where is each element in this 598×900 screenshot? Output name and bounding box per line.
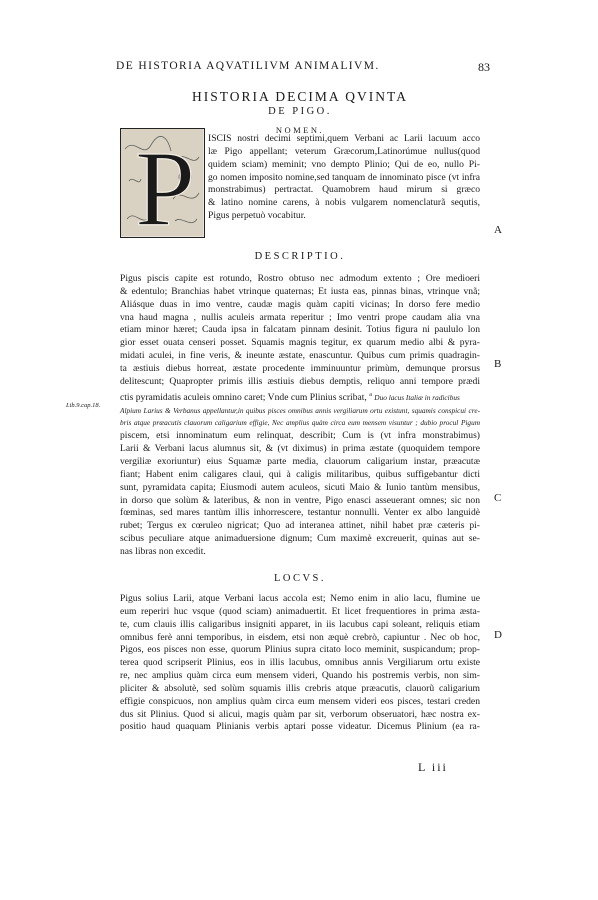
drop-cap-illustration	[121, 129, 203, 236]
nomen-line: & latino nomine carens, à nobis vulgarem nomenclaturã sequtis,	[208, 197, 480, 209]
descriptio-quote-line: bris atque præacutis clauorum caligarium effigie, Nec amplius quàm circa eum mensem visuntur ; dubio procul Pigum	[120, 418, 480, 428]
descriptio-paragraph	[120, 273, 480, 559]
descriptio-line: Larii & Verbani lacus alumnus sit, & (vt diximus) in prima æstate (quoquidem tempore	[120, 443, 480, 455]
section-heading-descriptio: DESCRIPTIO.	[254, 251, 346, 262]
margin-letter-a: A	[494, 224, 502, 236]
locus-line: pliciter & absolutè, sed solùm squamis illis crebris atque præacutis, clauorũ caligarium	[120, 682, 480, 694]
chapter-subtitle: DE PIGO.	[268, 106, 332, 117]
descriptio-line: scibus peculiare atque animaduersione dignum; Cum maximè excreuerit, quinas aut se-	[120, 533, 480, 545]
nomen-line: Pigus perpetuò vocabitur.	[208, 210, 306, 222]
locus-line: Pigus solius Larii, atque Verbani lacus accola est; Nemo enim in alio lacu, flumine ue	[120, 593, 480, 604]
section-heading-locus: LOCVS.	[273, 573, 327, 584]
descriptio-line: fiant; Habent enim caligares claui, qui à caligis militaribus, quibus suffigebantur dicti	[120, 468, 480, 480]
descriptio-line: sunt, pyramidata capita; Eiusmodi autem aculeos, sicuti Maio & Iunio tantùm mensibus,	[120, 481, 480, 493]
nomen-paragraph	[208, 133, 480, 223]
descriptio-line: vergiliæ exoriuntur) eius Squamæ parte media, clauorum caligarium instar, præacutæ	[120, 456, 480, 467]
locus-line: dus sit Plinius. Quod si alicui, magis quàm par sit, verborum obseruatori, hæc nostra ex-	[120, 708, 480, 720]
margin-letter-c: C	[494, 492, 502, 504]
locus-line: Pigos, eos pisces non esse, quorum Plinius supra citato loco meminit, suspicandum; prop-	[120, 644, 480, 656]
locus-line: positio haud quaquam Plinianis verbis aptari posse videatur. Dicemus Plinium (ea ra-	[120, 721, 480, 733]
section-heading-nomen: NOMEN.	[275, 125, 325, 135]
locus-line: re, nec amplius quàm circa eum mensem videri, Quando his postremis verbis, non sim-	[120, 670, 480, 682]
descriptio-line: & edentulo; Branchias habet vtrinque quaternas; Et iusta eas, pinnas binas, vtrinque vnã;	[120, 285, 480, 297]
nomen-line: go nomen imposito nomine,sed tanquam de innominato pisce (vt infra	[208, 171, 480, 183]
margin-reference: Lib.9.cap.18.	[66, 402, 101, 409]
descriptio-line: fœminas, sed mares tantùm illis inhorrescere, testantur nonnulli. Venter ex albo languidè	[120, 507, 480, 519]
chapter-title: HISTORIA DECIMA QVINTA	[192, 89, 408, 104]
margin-letter-d: D	[494, 629, 502, 641]
descriptio-line: Pigus piscis capite est rotundo, Rostro obtuso nec admodum extento ; Ore medioeri	[120, 273, 480, 284]
inline-note: Duo lacus Italiæ in radicibus	[374, 392, 460, 402]
locus-line: terea quod scripserit Plinius, eos in illis lacubus, omnibus annis Vergiliarum ortu existe	[120, 657, 480, 669]
nomen-line: monstrabimus) pertractat. Quamobrem haud mirum si græco	[208, 184, 480, 196]
nomen-line: ISCIS nostri decimi septimi,quem Verbani ac Larii lacuum acco	[208, 133, 480, 144]
signature-mark: L iii	[418, 760, 448, 774]
locus-line: omnibus ferè anni temporibus, in eisdem, etsi non æquè crebrò, capiuntur . Nec ob hoc,	[120, 631, 480, 643]
nomen-line: læ Pigo appellant; veterum Græcorum,Latinorúmue nullus(quod	[208, 145, 480, 157]
drop-cap-initial	[120, 128, 205, 238]
descriptio-line-text: ctis pyramidatis aculeis omnino caret; Vnde cum Plinius scribat,	[120, 391, 367, 403]
descriptio-line: nas libras non excedit.	[120, 545, 206, 557]
running-head: DE HISTORIA AQVATILIVM ANIMALIVM.	[116, 60, 380, 72]
descriptio-line: delitescunt; Quapropter primis illis æstiuis diebus demptis, reliquo anni tempore prædi	[120, 375, 480, 387]
locus-line: eum reperiri huc vsque (quod sciam) animaduertit. Et licet frequentiores in prima æsta-	[120, 605, 480, 617]
descriptio-line: Aliásque duas in imo ventre, caudæ magis quàm capiti vicinas; In dorso fere medio	[120, 298, 480, 310]
descriptio-line: ta æstiuis diebus horreat, æstate procedente imminuuntur primùm, demunque prorsus	[120, 362, 480, 374]
page-number: 83	[478, 60, 490, 74]
locus-line: effigie conspicuos, non amplius quàm circa eum mensem videri eos pisces, testari creden	[120, 695, 480, 707]
descriptio-line: midati aculei, in fine veris, & ineunte æstate, enascuntur. Quibus cum primis quadragin-	[120, 350, 480, 362]
locus-line: te, cum clauis illis caligaribus insigniti apparet, in iis lacubus capi soleant, reliquis etiam	[120, 618, 480, 630]
margin-letter-b: B	[494, 358, 502, 370]
nomen-line: quidem sciam) meminit; vno dempto Plinio; Qui de eo, nullo Pi-	[208, 158, 480, 170]
descriptio-line: etiam minor hæret; Cauda ipsa in falcatam pinnam desinit. Totius figura ni paululo lon	[120, 324, 480, 336]
descriptio-line: rubet; Tergus ex cœruleo nigricat; Quo ad interanea attinet, nihil habet præ cæteris pi-	[120, 520, 480, 532]
descriptio-quote-line: Alpium Larius & Verbanus appellantur,in quibus pisces omnibus annis vergiliarum ortu existunt, squamis conspicui cre-	[120, 405, 480, 415]
descriptio-line: gior esset ouata censeri posset. Squamis magnis tegitur, ex quarum medio albi & pyra-	[120, 337, 480, 349]
descriptio-line: vna haud magna , nullis aculeis armata reperitur ; Imo ventri prope caudam alia vna	[120, 311, 480, 323]
locus-paragraph	[120, 593, 480, 734]
descriptio-line: in dorso que solùm & lateribus, & non in ventre, Pigo enasci asseuerant omnes; sic non	[120, 494, 480, 506]
descriptio-line: ctis pyramidatis aculeis omnino caret; Vnde cum Plinius scribat, $^a$ Duo lacus Italiæ in radicibus	[120, 391, 460, 403]
drop-cap-letter: P	[135, 130, 196, 236]
descriptio-line: piscem, etsi innominatum eum relinquat, describit; Cum is (vt infra monstrabimus)	[120, 430, 480, 442]
